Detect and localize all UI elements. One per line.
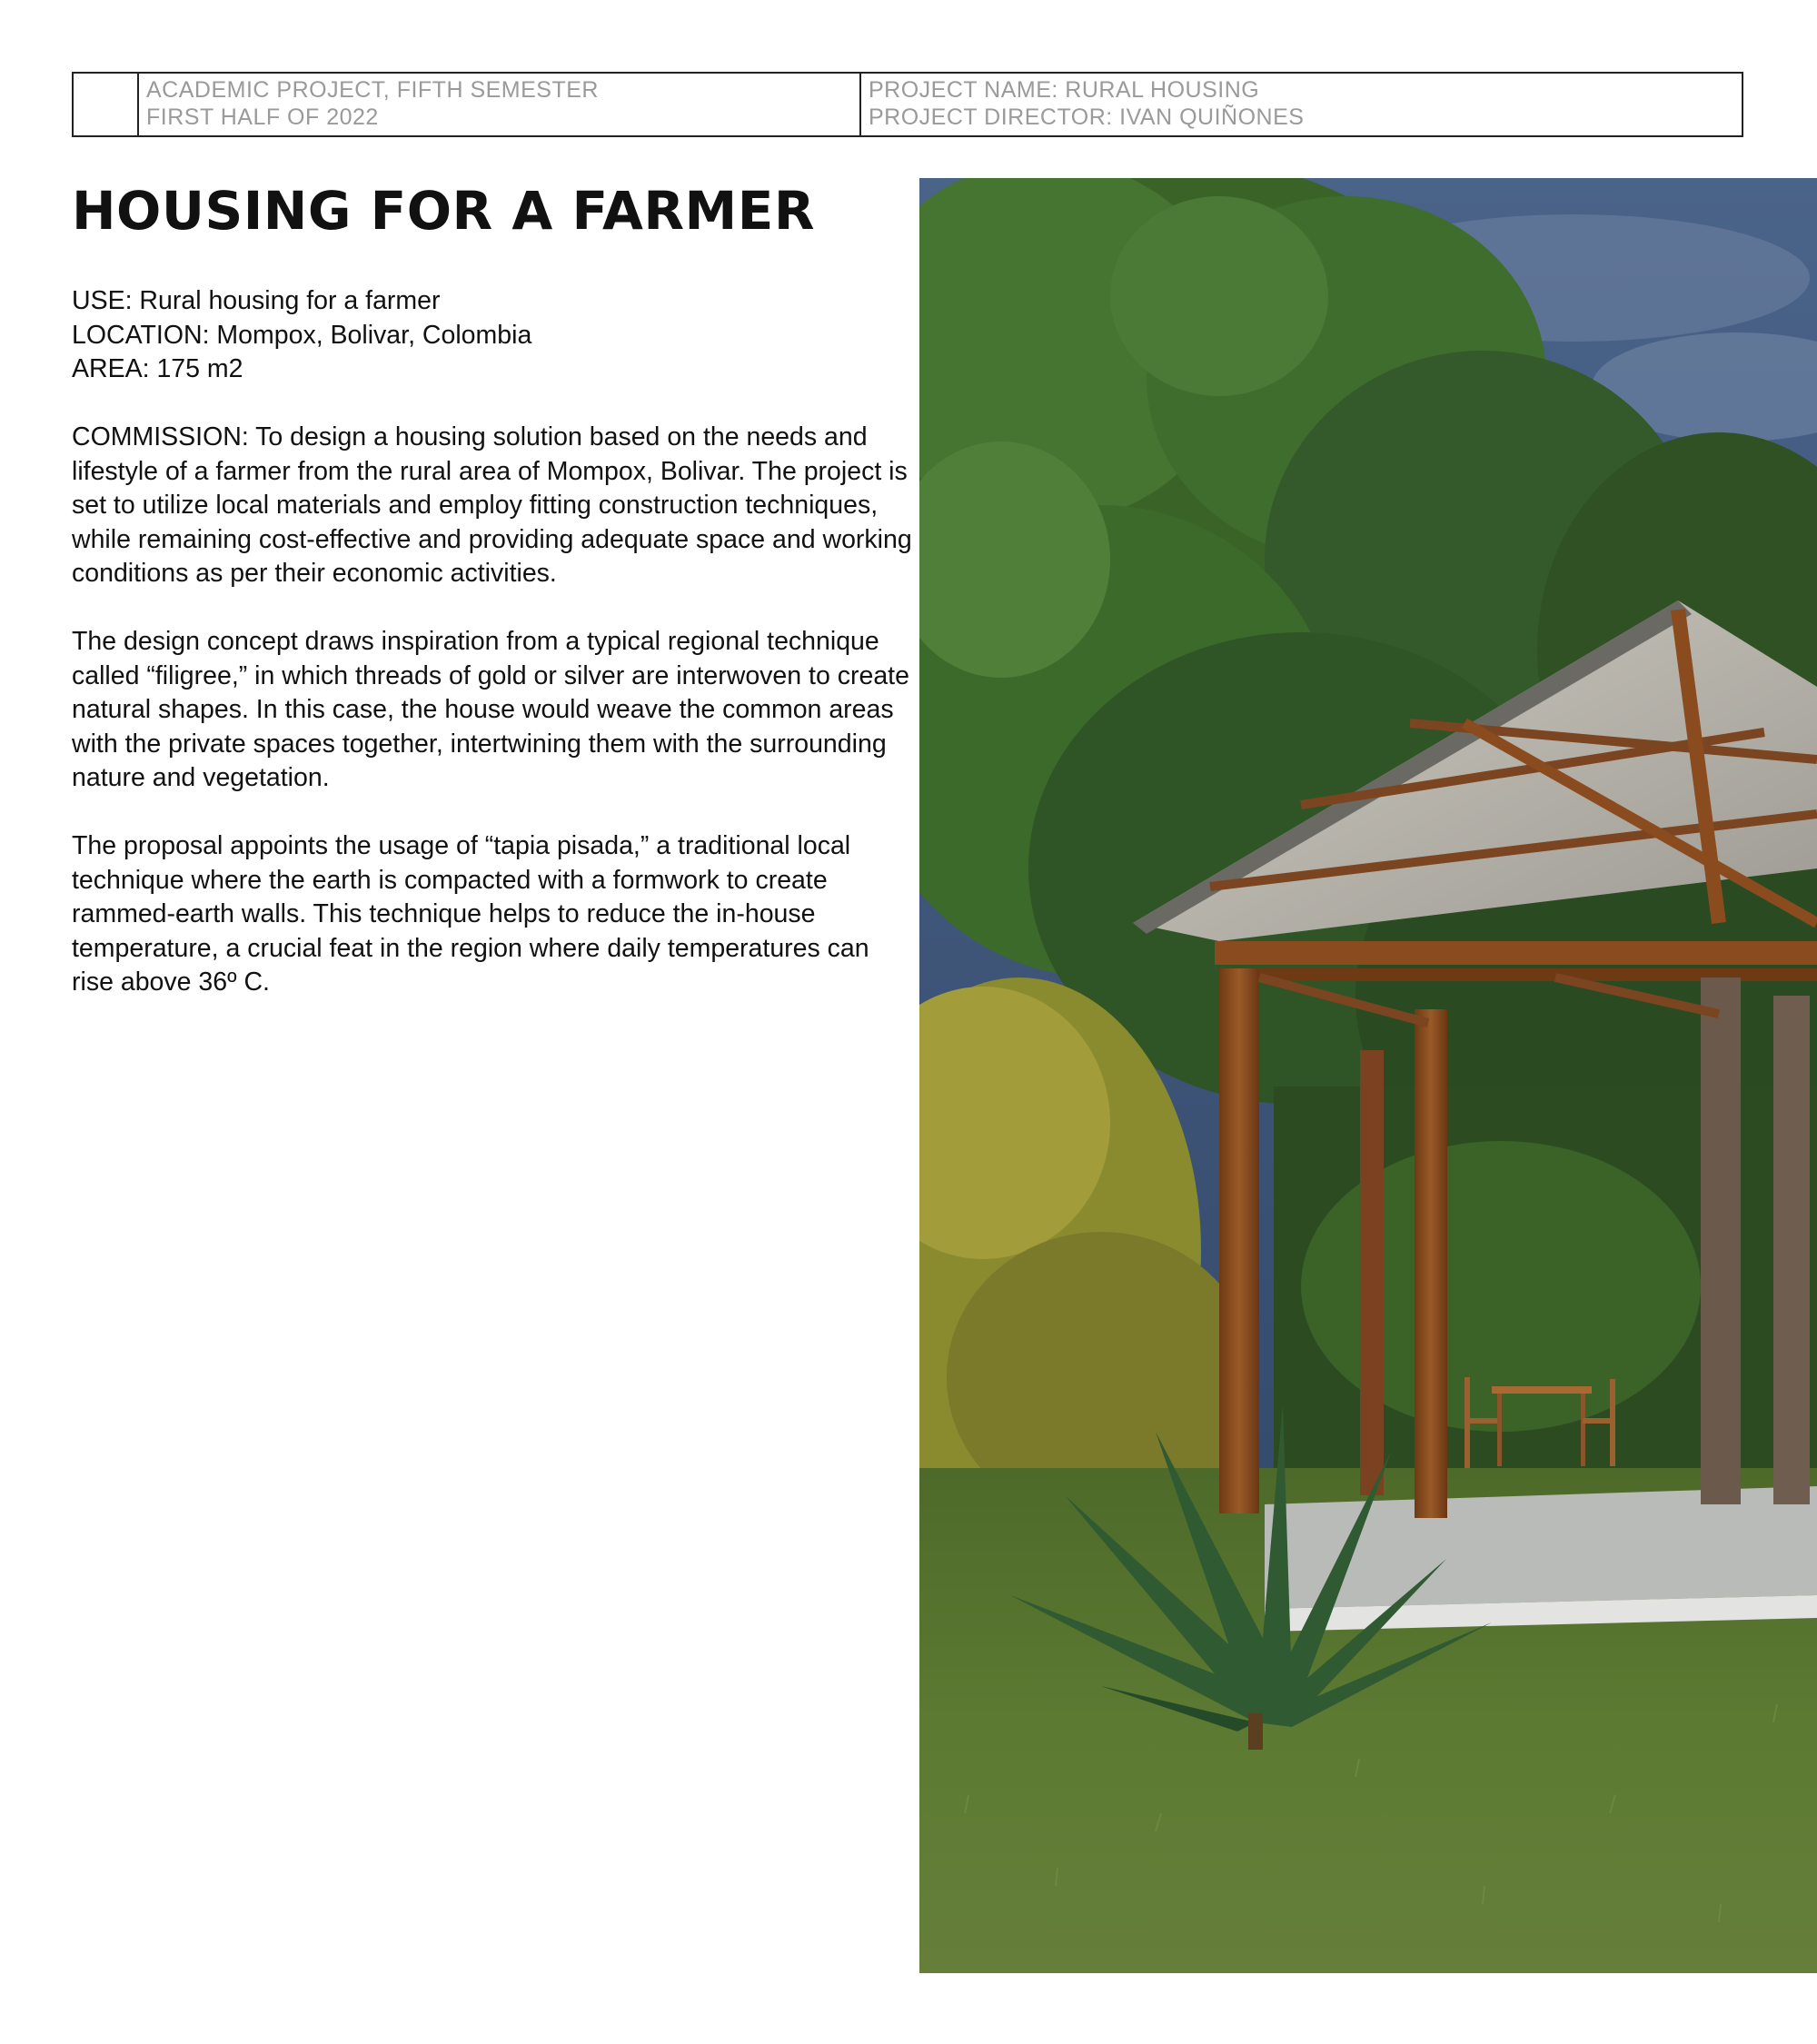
- technique-paragraph: The proposal appoints the usage of “tapia pisada,” a traditional local technique where the earth is compacted with a formwork to create rammed-earth walls. This technique helps to reduce the in-house temperature, a crucial feat in the region where daily temperatures can rise above 36º C.: [72, 831, 869, 997]
- header-blank-cell: [74, 74, 139, 135]
- fact-area: AREA: 175 m2: [72, 354, 243, 383]
- house-render-illustration: [919, 178, 1817, 1973]
- concept-paragraph: The design concept draws inspiration from a typical regional technique called “filigree,” in which threads of gold or silver are interwoven to create natural shapes. In this case, the house would weave the common areas with the private spaces together, intertwining them with the surrounding nature and vegetation.: [72, 627, 909, 792]
- house-render-image: [919, 178, 1817, 1973]
- header-term-line: FIRST HALF OF 2022: [146, 104, 379, 130]
- header-project-cell: [861, 74, 1742, 138]
- header-course-line: ACADEMIC PROJECT, FIFTH SEMESTER: [146, 77, 599, 103]
- fact-use: USE: Rural housing for a farmer: [72, 286, 441, 315]
- project-description: [72, 284, 917, 1034]
- header-box: [72, 72, 1743, 137]
- commission-paragraph: COMMISSION: To design a housing solution based on the needs and lifestyle of a farmer from the rural area of Mompox, Bolivar. The project is set to utilize local materials and employ fitting construction techniques, while remaining cost-effective and providing adequate space and working conditions as per their economic activities.: [72, 422, 912, 588]
- facts-block: [72, 284, 917, 387]
- header-project-director: PROJECT DIRECTOR: IVAN QUIÑONES: [869, 104, 1305, 130]
- fact-location: LOCATION: Mompox, Bolivar, Colombia: [72, 320, 532, 350]
- header-project-name: PROJECT NAME: RURAL HOUSING: [869, 77, 1260, 103]
- page-title: HOUSING FOR A FARMER: [72, 180, 816, 242]
- header-course-cell: [139, 74, 861, 135]
